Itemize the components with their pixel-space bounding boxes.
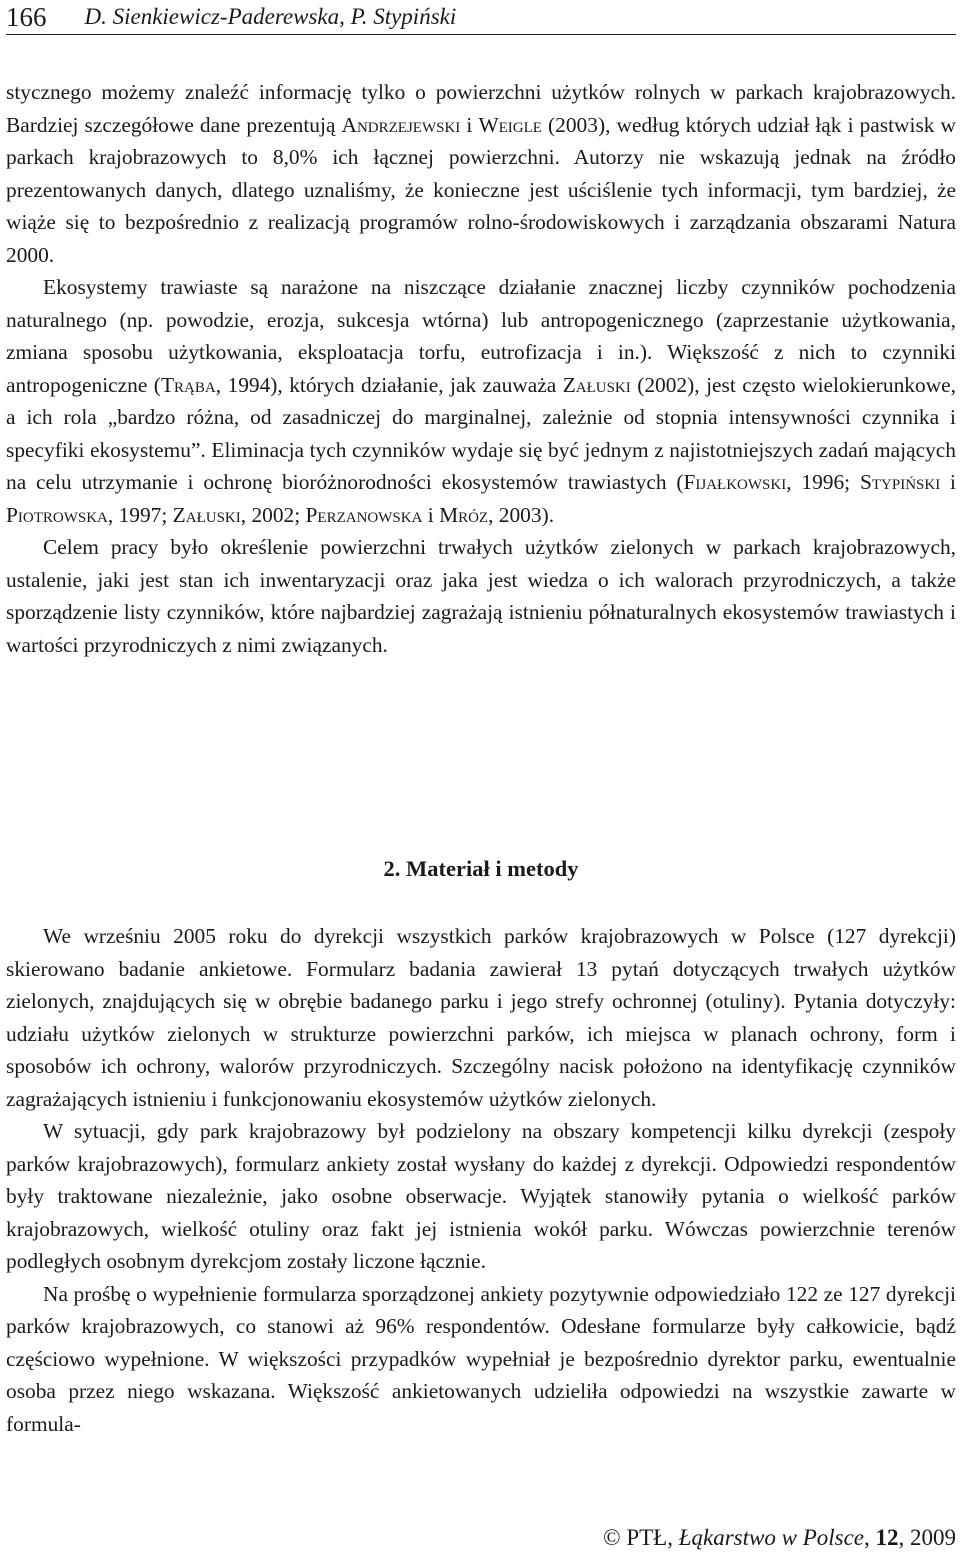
author-citation: Piotrowska xyxy=(6,502,108,527)
section-2-body xyxy=(6,920,956,1440)
paragraph-aim: Celem pracy było określenie powierzchni trwałych użytków zielonych w parkach krajobrazowych, ustalenie, jaki jest stan ich inwentaryzacji oraz jaka jest wiedza o ich walorach przyrodniczych, a także sporządzenie listy czynników, które najbardziej zagrażają istnieniu półnaturalnych ekosystemów trawiastych i wartości przyrodniczych z nimi związanych. xyxy=(6,535,956,657)
author-citation: Stypiński xyxy=(859,470,941,494)
author-citation: Weigle xyxy=(478,112,542,137)
page-footer: © PTŁ, Łąkarstwo w Polsce, 12, 2009 xyxy=(603,1525,956,1550)
author-citation: Załuski xyxy=(562,372,631,397)
paragraph-intro-continued: stycznego możemy znaleźć informację tylko o powierzchni użytków rolnych w parkach krajobrazowych. Bardziej szczegółowe dane prezentują Andrzejewski i Weigle (2003), według których udział łąk i pastwisk w parkach krajobrazowych to 8,0% ich łącznej powierzchni. Autorzy nie wskazują jednak na źródło prezentowanych danych, dlatego uznaliśmy, że konieczne jest uściślenie tych informacji, tym bardziej, że wiąże się to bezpośrednio z realizacją programów rolno-środowiskowych i zarządzania obszarami Natura 2000. xyxy=(6,80,956,267)
paragraph-responses: Na prośbę o wypełnienie formularza sporządzonej ankiety pozytywnie odpowiedziało 122 ze 127 dyrekcji parków krajobrazowych, co stanowi aż 96% respondentów. Odesłane formularze były całkowicie, bądź częściowo wypełnione. W większości przypadków wypełniał je bezpośrednio dyrektor parku, ewentualnie osoba przez niego wskazana. Większość ankietowanych udzieliła odpowiedzi na wszystkie zawarte w formula- xyxy=(6,1281,956,1436)
paragraph-directorates: W sytuacji, gdy park krajobrazowy był podzielony na obszary kompetencji kilku dyrekcji (zespoły parków krajobrazowych), formularz ankiety został wysłany do każdej z dyrekcji. Odpowiedzi respondentów były traktowane niezależnie, jako osobne obserwacje. Wyjątek stanowiły pytania o wielkość parków krajobrazowych, wielkość otuliny oraz fakt jej istnienia wokół parku. Wówczas powierzchnie terenów podległych osobnym dyrekcjom zostały liczone łącznie. xyxy=(6,1119,956,1273)
author-citation: Załuski xyxy=(172,502,241,527)
section-heading-materials-methods: 2. Materiał i metody xyxy=(383,856,579,881)
author-citation: Trąba xyxy=(160,372,216,397)
author-citation: Mróz xyxy=(439,502,489,527)
document-page xyxy=(6,0,956,1559)
running-head-authors: D. Sienkiewicz-Paderewska, P. Stypiński xyxy=(84,4,457,29)
author-citation: Andrzejewski xyxy=(341,112,461,137)
footer-volume: 12 xyxy=(875,1525,899,1550)
section-1-body xyxy=(6,76,956,661)
footer-year: , 2009 xyxy=(898,1525,956,1550)
author-citation: Fijałkowski xyxy=(683,470,787,494)
paragraph-ecosystems: Ekosystemy trawiaste są narażone na niszczące działanie znacznej liczby czynników pochodzenia naturalnego (np. powodzie, erozja, sukcesja wtórna) lub antropogenicznego (zaprzestanie użytkowania, zmiana sposobu użytkowania, eksploatacja torfu, eutrofizacja i in.). Większość z nich to czynniki antropogeniczne (Trąba, 1994), których działanie, jak zauważa Załuski (2002), jest często wielokierunkowe, a ich rola „bardzo różna, od zasadniczej do marginalnej, zależnie od stopnia intensywności czynnika i specyfiki ekosystemu”. Eliminacja tych czynników wydaje się być jednym z najistotniejszych zadań mających na celu utrzymanie i ochronę bioróżnorodności ekosystemów trawiastych (Fijałkowski, 1996; Stypiński i Piotrowska, 1997; Załuski, 2002; Perzanowska i Mróz, 2003). xyxy=(6,275,956,527)
author-citation: Perzanowska xyxy=(305,502,423,527)
footer-journal-title: Łąkarstwo w Polsce xyxy=(678,1525,864,1550)
paragraph-survey: We wrześniu 2005 roku do dyrekcji wszystkich parków krajobrazowych w Polsce (127 dyrekcji) skierowano badanie ankietowe. Formularz badania zawierał 13 pytań dotyczących trwałych użytków zielonych, znajdujących się w obrębie badanego parku i jego strefy ochronnej (otuliny). Pytania dotyczyły: udziału użytków zielonych w strukturze powierzchni parków, ich miejsca w planach ochrony, form i sposobów ich ochrony, walorów przyrodniczych. Szczególny nacisk położono na identyfikację czynników zagrażających istnieniu i funkcjonowaniu ekosystemów użytków zielonych. xyxy=(6,924,956,1111)
page-header xyxy=(6,0,956,35)
footer-publisher: © PTŁ, xyxy=(603,1525,679,1550)
page-number: 166 xyxy=(6,2,47,32)
